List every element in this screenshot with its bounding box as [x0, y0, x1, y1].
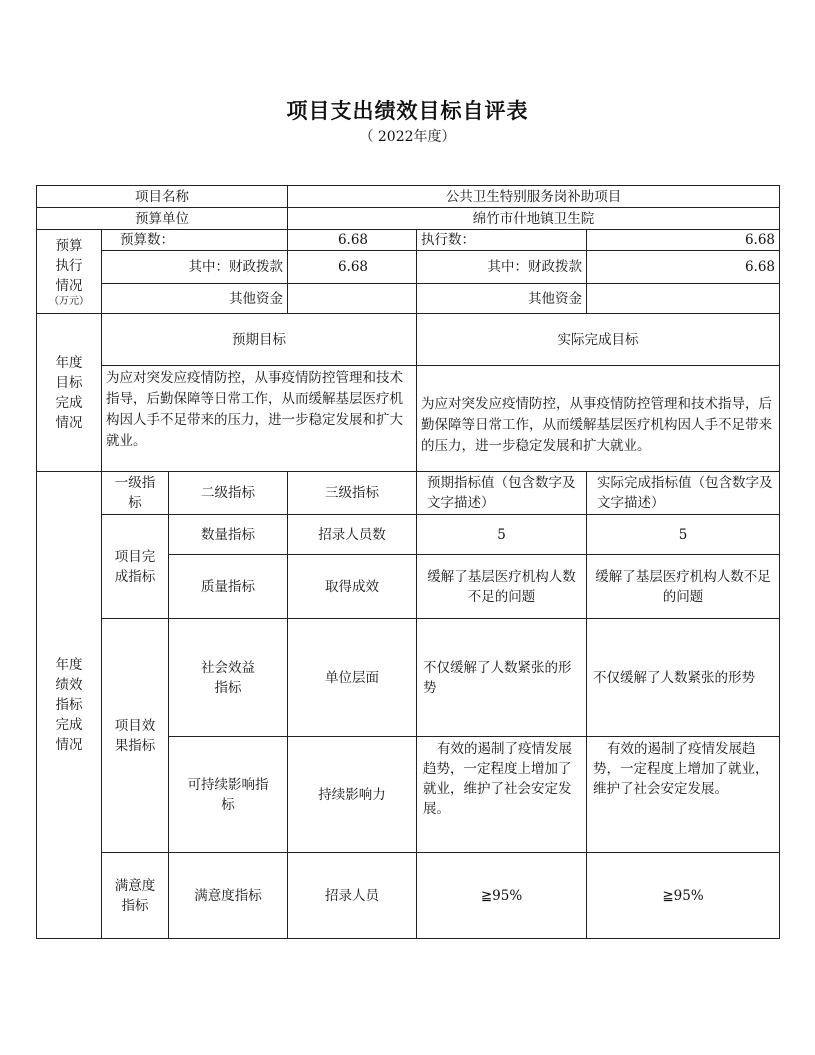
other-funds-label: 其他资金	[102, 284, 288, 314]
level3-cell: 招录人员	[288, 853, 417, 939]
level3-cell: 取得成效	[288, 555, 417, 619]
goals-header-row	[37, 314, 780, 366]
actual-value-cell: 不仅缓解了人数紧张的形势	[587, 619, 780, 737]
budget-amount-value: 6.68	[288, 230, 417, 251]
level3-cell: 单位层面	[288, 619, 417, 737]
fiscal-budget-label: 其中：财政拨款	[102, 251, 288, 284]
actual-goal-text: 为应对突发应疫情防控，从事疫情防控管理和技术指导，后勤保障等日常工作，从而缓解基层医疗机构因人手不足带来的压力，进一步稳定发展和扩大就业。	[417, 366, 780, 472]
table-row	[37, 853, 780, 939]
actual-value-cell: 5	[587, 515, 780, 555]
budget-side-text: 预算执行情况	[55, 237, 83, 294]
other-exec-value	[587, 284, 780, 314]
page-title: 项目支出绩效目标自评表	[286, 98, 529, 123]
effect-group-label: 项目效果指标	[102, 619, 169, 853]
budget-unit-row	[37, 208, 780, 230]
other-funds-row	[37, 284, 780, 314]
expected-value-cell: 5	[417, 515, 587, 555]
table-row	[37, 515, 780, 555]
fiscal-budget-value: 6.68	[288, 251, 417, 284]
budget-unit-label: 预算单位	[37, 208, 288, 230]
level2-cell: 社会效益指标	[169, 619, 288, 737]
budget-amount-label: 预算数：	[102, 230, 288, 251]
page-subtitle: （ 2022年度）	[359, 129, 456, 145]
other-funds-value	[288, 284, 417, 314]
budget-unit-value: 绵竹市什地镇卫生院	[288, 208, 780, 230]
budget-side-unit: （万元）	[49, 295, 89, 307]
self-evaluation-table	[36, 185, 780, 939]
level2-header: 二级指标	[169, 472, 288, 515]
actual-value-cell: ≧95%	[587, 853, 780, 939]
actual-value-cell: 缓解了基层医疗机构人数不足的问题	[587, 555, 780, 619]
level2-cell: 质量指标	[169, 555, 288, 619]
level1-header: 一级指标	[102, 472, 169, 515]
expected-goal-header: 预期目标	[102, 314, 417, 366]
indicators-header-row	[37, 472, 780, 515]
expected-value-cell: 缓解了基层医疗机构人数不足的问题	[417, 555, 587, 619]
actual-value-cell: 有效的遏制了疫情发展趋势，一定程度上增加了就业，维护了社会安定发展。	[587, 737, 780, 853]
satisfaction-group-label: 满意度指标	[102, 853, 169, 939]
actual-value-header: 实际完成指标值（包含数字及文字描述）	[587, 472, 780, 515]
level2-cell: 满意度指标	[169, 853, 288, 939]
indicators-side-text: 年度绩效指标完成情况	[55, 657, 83, 753]
project-name-label: 项目名称	[37, 186, 288, 208]
project-name-value: 公共卫生特别服务岗补助项目	[288, 186, 780, 208]
expected-value-cell: ≧95%	[417, 853, 587, 939]
level2-cell: 可持续影响指标	[169, 737, 288, 853]
goals-side-text: 年度目标完成情况	[55, 354, 83, 431]
budget-row	[37, 230, 780, 251]
goals-side-label	[37, 314, 102, 472]
level3-cell: 招录人员数	[288, 515, 417, 555]
budget-side-label	[37, 230, 102, 314]
table-row	[37, 619, 780, 737]
indicators-side-label	[37, 472, 102, 939]
expected-goal-text: 为应对突发应疫情防控，从事疫情防控管理和技术指导，后勤保障等日常工作，从而缓解基层医疗机构因人手不足带来的压力，进一步稳定发展和扩大就业。	[102, 366, 417, 472]
exec-amount-value: 6.68	[587, 230, 780, 251]
level2-cell: 数量指标	[169, 515, 288, 555]
project-name-row	[37, 186, 780, 208]
actual-goal-header: 实际完成目标	[417, 314, 780, 366]
other-exec-label: 其他资金	[417, 284, 587, 314]
completion-group-label: 项目完成指标	[102, 515, 169, 619]
fiscal-exec-label: 其中：财政拨款	[417, 251, 587, 284]
goals-text-row	[37, 366, 780, 472]
level3-header: 三级指标	[288, 472, 417, 515]
expected-value-cell: 有效的遏制了疫情发展趋势，一定程度上增加了就业，维护了社会安定发展。	[417, 737, 587, 853]
level3-cell: 持续影响力	[288, 737, 417, 853]
fiscal-row	[37, 251, 780, 284]
fiscal-exec-value: 6.68	[587, 251, 780, 284]
exec-amount-label: 执行数：	[417, 230, 587, 251]
expected-value-cell: 不仅缓解了人数紧张的形势	[417, 619, 587, 737]
expected-value-header: 预期指标值（包含数字及文字描述）	[417, 472, 587, 515]
